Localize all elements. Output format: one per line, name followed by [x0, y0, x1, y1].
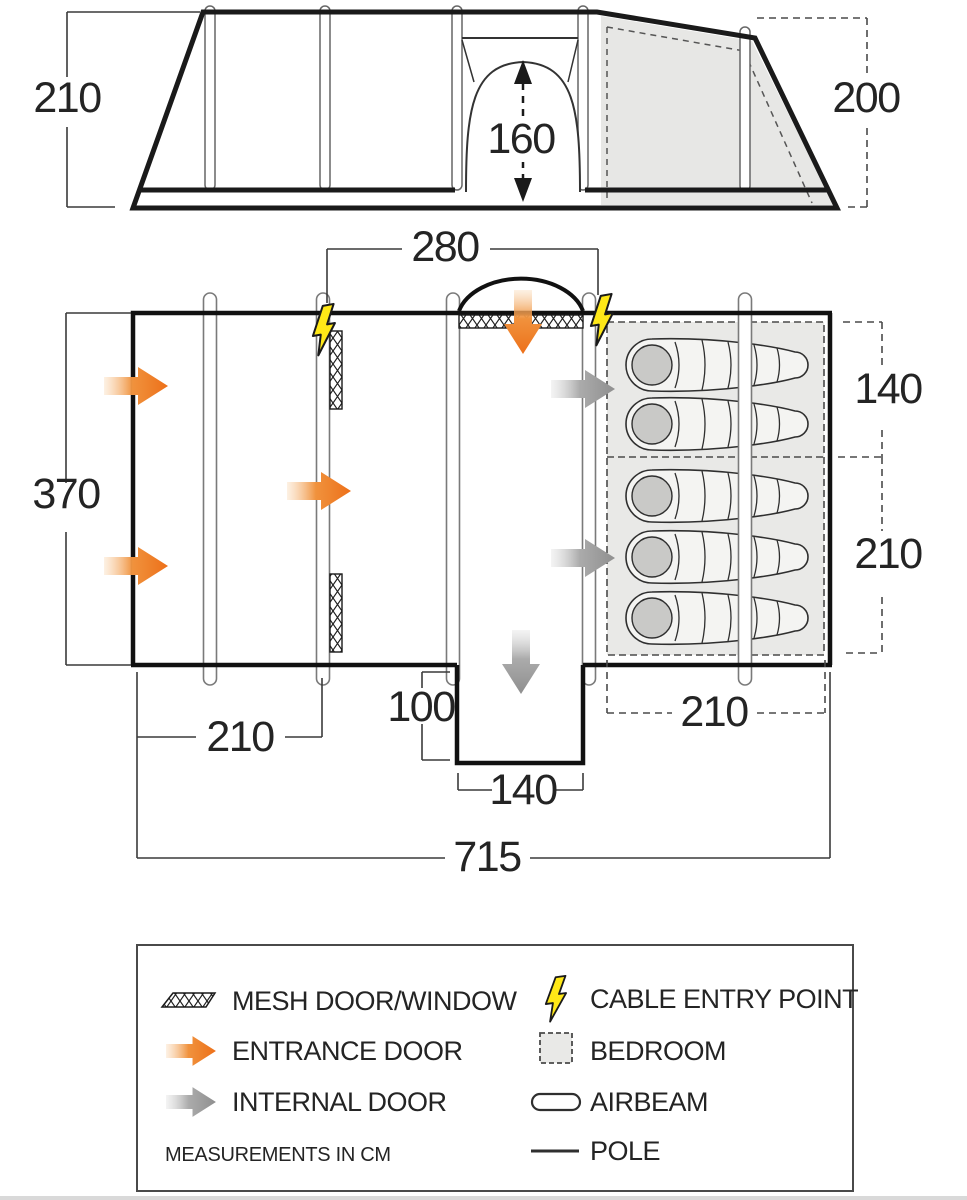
- elevation-bedroom-shade: [601, 16, 834, 205]
- dim-bracket-front-room: [137, 672, 322, 858]
- legend-pole-label: POLE: [590, 1136, 661, 1166]
- airbeam-icon: [447, 293, 460, 685]
- dim-bedroom-bottom-depth: 210: [854, 530, 922, 578]
- dim-bedroom-top-depth: 140: [854, 365, 922, 413]
- airbeam-icon: [583, 293, 596, 685]
- internal-door-arrow-icon: [502, 630, 540, 694]
- legend-bedroom-label: BEDROOM: [590, 1036, 727, 1066]
- dim-porch-width: 140: [489, 766, 557, 814]
- legend-box: [137, 945, 858, 1191]
- legend-note: MEASUREMENTS IN CM: [165, 1144, 391, 1166]
- mesh-panel-icon: [330, 331, 342, 409]
- entrance-door-arrow-icon: [104, 367, 168, 405]
- airbeam-icon: [739, 293, 752, 685]
- airbeam-icon: [204, 293, 217, 685]
- legend-cable-label: CABLE ENTRY POINT: [590, 984, 859, 1014]
- pole-icon: [320, 6, 330, 190]
- pole-icon: [205, 6, 215, 190]
- floor-plan: [32, 223, 922, 881]
- dim-porch-depth: 100: [387, 683, 455, 731]
- legend-airbeam-label: AIRBEAM: [590, 1087, 709, 1117]
- bottom-edge-strip: [0, 1196, 967, 1200]
- dim-front-height: 210: [33, 74, 101, 122]
- pole-icon: [740, 27, 750, 191]
- dim-rear-height: 200: [832, 74, 900, 122]
- legend-entrance-label: ENTRANCE DOOR: [232, 1036, 463, 1066]
- dim-door-section-width: 280: [411, 223, 479, 271]
- pole-icon: [452, 6, 462, 190]
- dim-depth: 370: [32, 470, 100, 518]
- dim-bedroom-width: 210: [680, 688, 748, 736]
- dim-door-height: 160: [487, 115, 555, 163]
- legend-internal-label: INTERNAL DOOR: [232, 1087, 447, 1117]
- entrance-door-arrow-icon: [104, 547, 168, 585]
- mesh-panel-icon: [330, 574, 342, 652]
- airbeam-icon: [532, 1094, 580, 1110]
- dim-total-width: 715: [453, 833, 521, 881]
- bedroom-swatch: [540, 1033, 572, 1063]
- elevation-view: [33, 6, 900, 208]
- dim-front-room-width: 210: [206, 713, 274, 761]
- legend-mesh-label: MESH DOOR/WINDOW: [232, 986, 517, 1016]
